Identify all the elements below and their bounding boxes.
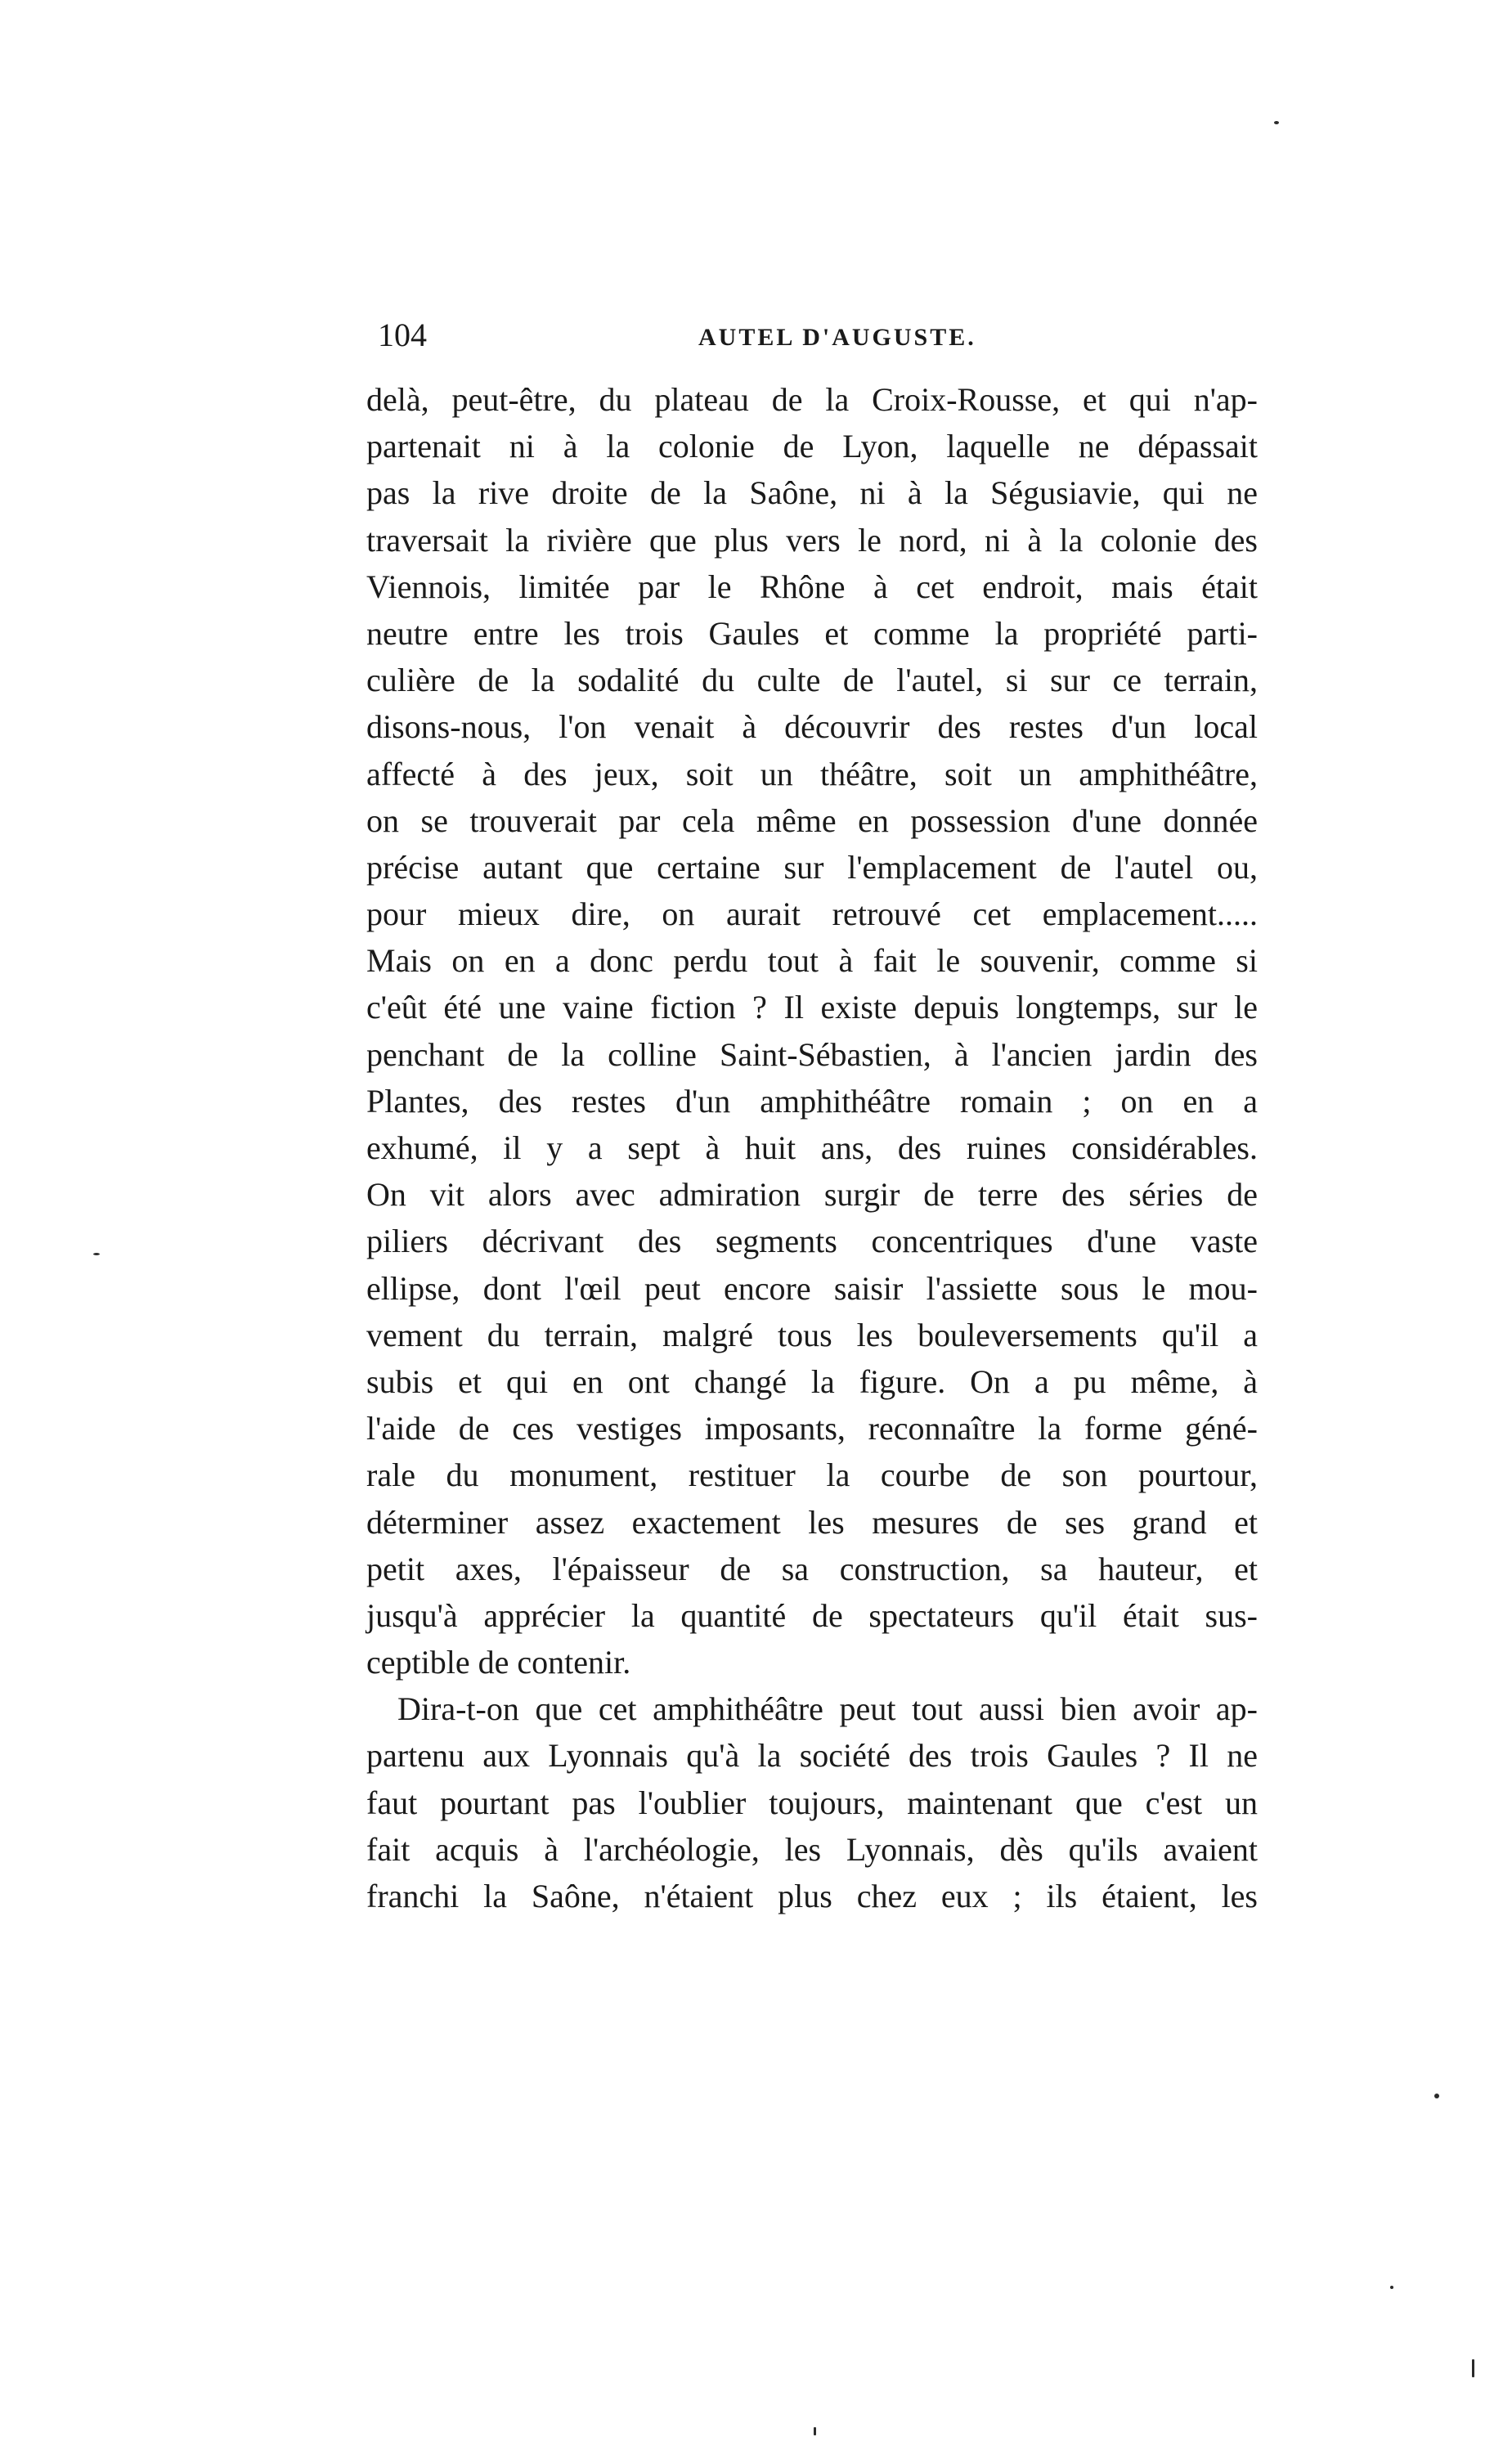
text-line: faut pourtant pas l'oublier toujours, maintenant que c'est un [366, 1784, 1258, 1821]
text-line: affecté à des jeux, soit un théâtre, soit un amphithéâtre, [366, 755, 1258, 792]
text-line: franchi la Saône, n'étaient plus chez eux ; ils étaient, les [366, 1878, 1258, 1914]
text-line: culière de la sodalité du culte de l'autel, si sur ce terrain, [366, 662, 1258, 699]
text-line: disons-nous, l'on venait à découvrir des restes d'un local [366, 708, 1258, 746]
text-line: piliers décrivant des segments concentriques d'une vaste [366, 1223, 1258, 1260]
text-line: c'eût été une vaine fiction ? Il existe depuis longtemps, sur le [366, 989, 1258, 1026]
text-line: delà, peut-être, du plateau de la Croix-Rousse, et qui n'ap- [366, 381, 1258, 418]
page-number: 104 [378, 316, 427, 353]
text-line: ellipse, dont l'œil peut encore saisir l'assiette sous le mou- [366, 1269, 1258, 1307]
text-line: traversait la rivière que plus vers le nord, ni à la colonie des [366, 521, 1258, 559]
text-line: Plantes, des restes d'un amphithéâtre romain ; on en a [366, 1082, 1258, 1120]
text-line: neutre entre les trois Gaules et comme la propriété parti- [366, 614, 1258, 652]
text-line: partenu aux Lyonnais qu'à la société des trois Gaules ? Il ne [366, 1737, 1258, 1775]
text-line: on se trouverait par cela même en possession d'une donnée [366, 801, 1258, 839]
text-line: partenait ni à la colonie de Lyon, laquelle ne dépassait [366, 428, 1258, 465]
text-line: exhumé, il y a sept à huit ans, des ruines considérables. [366, 1129, 1258, 1166]
paragraph-start-line: Dira-t-on que cet amphithéâtre peut tout aussi bien avoir ap- [397, 1690, 1258, 1728]
text-line: subis et qui en ont changé la figure. On a pu même, à [366, 1362, 1258, 1400]
paper-speck [1390, 2286, 1393, 2289]
text-line: Viennois, limitée par le Rhône à cet endroit, mais était [366, 568, 1258, 605]
paragraph-end-line: ceptible de contenir. [366, 1644, 631, 1681]
text-line: déterminer assez exactement les mesures de ses grand et [366, 1503, 1258, 1541]
paper-speck [1274, 121, 1279, 124]
text-line: l'aide de ces vestiges imposants, reconnaître la forme géné- [366, 1410, 1258, 1447]
text-line: petit axes, l'épaisseur de sa construction, sa hauteur, et [366, 1550, 1258, 1587]
text-line: pour mieux dire, on aurait retrouvé cet emplacement..... [366, 895, 1258, 933]
text-line: précise autant que certaine sur l'emplacement de l'autel ou, [366, 848, 1258, 886]
text-line: pas la rive droite de la Saône, ni à la Ségusiavie, qui ne [366, 474, 1258, 512]
body-text [366, 376, 1258, 1919]
text-line: vement du terrain, malgré tous les bouleversements qu'il a [366, 1316, 1258, 1353]
text-line: On vit alors avec admiration surgir de terre des séries de [366, 1176, 1258, 1214]
text-line: penchant de la colline Saint-Sébastien, à l'ancien jardin des [366, 1035, 1258, 1073]
running-title: AUTEL D'AUGUSTE. [698, 324, 976, 351]
paper-speck [93, 1253, 100, 1255]
running-head [378, 315, 1245, 364]
text-line: rale du monument, restituer la courbe de son pourtour, [366, 1456, 1258, 1494]
paper-speck [1434, 2094, 1439, 2098]
text-line: Mais on en a donc perdu tout à fait le souvenir, comme si [366, 942, 1258, 980]
paper-speck [1472, 2359, 1474, 2377]
text-line: fait acquis à l'archéologie, les Lyonnais, dès qu'ils avaient [366, 1830, 1258, 1868]
text-line: jusqu'à apprécier la quantité de spectateurs qu'il était sus- [366, 1596, 1258, 1634]
paper-speck [814, 2427, 816, 2435]
